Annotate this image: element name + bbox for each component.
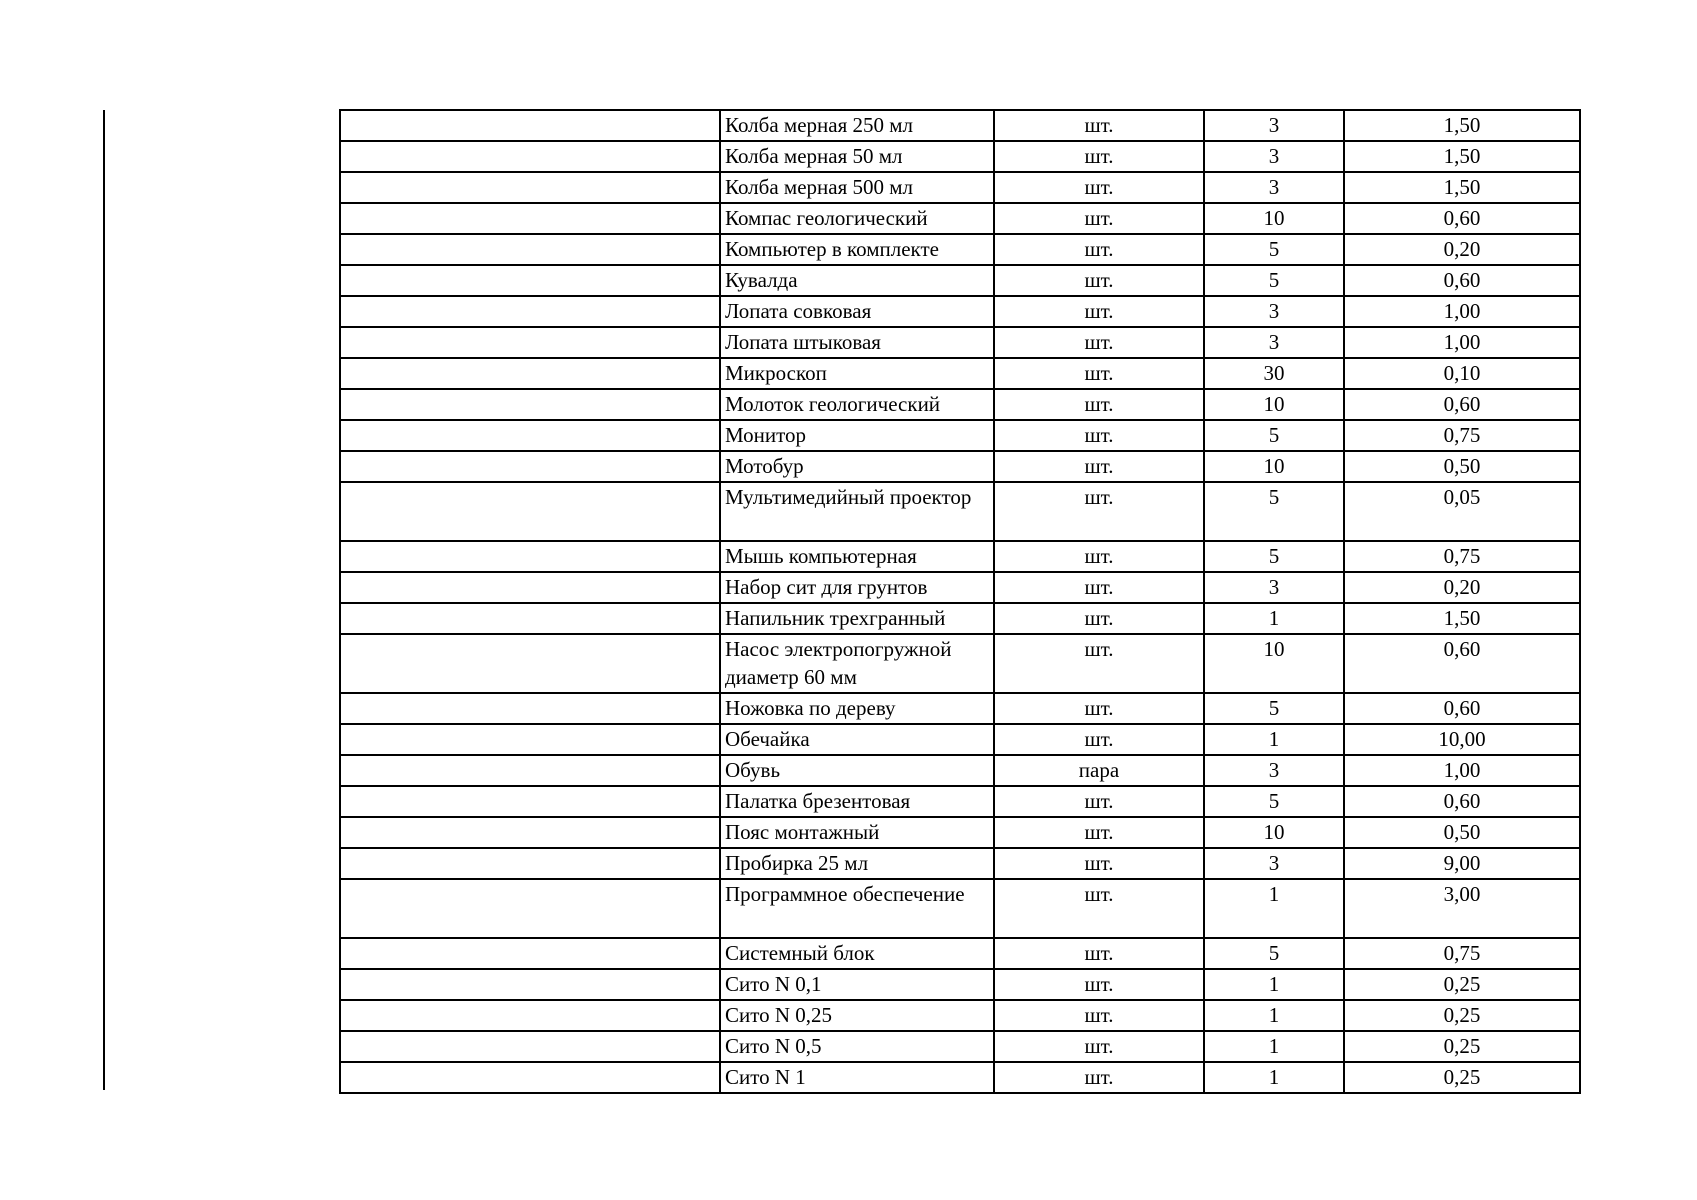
group-cell [340,755,720,786]
group-cell [340,603,720,634]
unit-cell: шт. [994,296,1204,327]
quantity-cell: 1 [1204,1000,1344,1031]
quantity-cell: 1 [1204,879,1344,938]
unit-cell: шт. [994,203,1204,234]
quantity-cell: 5 [1204,234,1344,265]
quantity-cell: 3 [1204,110,1344,141]
item-name-cell: Лопата штыковая [720,327,994,358]
table-row [340,296,1580,327]
unit-cell: шт. [994,234,1204,265]
item-name-cell: Колба мерная 250 мл [720,110,994,141]
table-row [340,327,1580,358]
unit-cell: шт. [994,848,1204,879]
table-row [340,358,1580,389]
group-cell [340,358,720,389]
table-row [340,572,1580,603]
service-life-cell: 0,75 [1344,420,1580,451]
item-name-cell: Обувь [720,755,994,786]
table-row [340,1031,1580,1062]
group-cell [340,634,720,693]
service-life-cell: 0,25 [1344,1062,1580,1093]
item-name-cell: Напильник трехгранный [720,603,994,634]
table-row [340,724,1580,755]
service-life-cell: 0,50 [1344,451,1580,482]
quantity-cell: 1 [1204,969,1344,1000]
unit-cell: шт. [994,172,1204,203]
unit-cell: шт. [994,1031,1204,1062]
table-row [340,755,1580,786]
quantity-cell: 1 [1204,603,1344,634]
unit-cell: шт. [994,1062,1204,1093]
item-name-cell: Пояс монтажный [720,817,994,848]
group-cell [340,482,720,541]
table-row [340,969,1580,1000]
service-life-cell: 0,20 [1344,572,1580,603]
service-life-cell: 1,00 [1344,296,1580,327]
service-life-cell: 1,00 [1344,327,1580,358]
service-life-cell: 10,00 [1344,724,1580,755]
group-cell [340,693,720,724]
item-name-cell: Насос электропогружной диаметр 60 мм [720,634,994,693]
service-life-cell: 1,00 [1344,755,1580,786]
table-row [340,938,1580,969]
item-name-cell: Компьютер в комплекте [720,234,994,265]
service-life-cell: 9,00 [1344,848,1580,879]
unit-cell: шт. [994,879,1204,938]
service-life-cell: 0,75 [1344,938,1580,969]
item-name-cell: Сито N 0,5 [720,1031,994,1062]
table-row [340,879,1580,938]
quantity-cell: 10 [1204,451,1344,482]
quantity-cell: 5 [1204,482,1344,541]
group-cell [340,296,720,327]
service-life-cell: 0,60 [1344,634,1580,693]
quantity-cell: 30 [1204,358,1344,389]
unit-cell: шт. [994,786,1204,817]
group-cell [340,327,720,358]
quantity-cell: 10 [1204,634,1344,693]
quantity-cell: 5 [1204,786,1344,817]
item-name-cell: Системный блок [720,938,994,969]
item-name-cell: Колба мерная 500 мл [720,172,994,203]
service-life-cell: 1,50 [1344,172,1580,203]
group-cell [340,389,720,420]
group-cell [340,541,720,572]
group-cell [340,848,720,879]
group-cell [340,879,720,938]
unit-cell: шт. [994,110,1204,141]
item-name-cell: Монитор [720,420,994,451]
table-row [340,1062,1580,1093]
service-life-cell: 0,60 [1344,786,1580,817]
item-name-cell: Программное обеспечение [720,879,994,938]
item-name-cell: Обечайка [720,724,994,755]
group-cell [340,786,720,817]
group-cell [340,1000,720,1031]
group-cell [340,1062,720,1093]
table-row [340,451,1580,482]
unit-cell: шт. [994,327,1204,358]
equipment-table-body [340,110,1580,1093]
quantity-cell: 5 [1204,693,1344,724]
unit-cell: шт. [994,541,1204,572]
item-name-cell: Мышь компьютерная [720,541,994,572]
unit-cell: шт. [994,572,1204,603]
table-row [340,541,1580,572]
unit-cell: шт. [994,969,1204,1000]
item-name-cell: Колба мерная 50 мл [720,141,994,172]
table-row [340,172,1580,203]
group-cell [340,969,720,1000]
quantity-cell: 5 [1204,938,1344,969]
item-name-cell: Ножовка по дереву [720,693,994,724]
item-name-cell: Молоток геологический [720,389,994,420]
item-name-cell: Палатка брезентовая [720,786,994,817]
unit-cell: шт. [994,724,1204,755]
group-cell [340,572,720,603]
service-life-cell: 0,10 [1344,358,1580,389]
service-life-cell: 0,25 [1344,1000,1580,1031]
service-life-cell: 0,20 [1344,234,1580,265]
group-cell [340,451,720,482]
table-row [340,603,1580,634]
unit-cell: шт. [994,693,1204,724]
group-cell [340,420,720,451]
item-name-cell: Сито N 0,1 [720,969,994,1000]
unit-cell: шт. [994,482,1204,541]
unit-cell: шт. [994,603,1204,634]
unit-cell: шт. [994,817,1204,848]
quantity-cell: 3 [1204,296,1344,327]
group-cell [340,1031,720,1062]
service-life-cell: 3,00 [1344,879,1580,938]
table-row [340,848,1580,879]
unit-cell: пара [994,755,1204,786]
quantity-cell: 10 [1204,817,1344,848]
table-row [340,817,1580,848]
unit-cell: шт. [994,358,1204,389]
item-name-cell: Компас геологический [720,203,994,234]
table-row [340,110,1580,141]
item-name-cell: Пробирка 25 мл [720,848,994,879]
group-cell [340,234,720,265]
quantity-cell: 3 [1204,848,1344,879]
service-life-cell: 1,50 [1344,603,1580,634]
quantity-cell: 3 [1204,327,1344,358]
table-row [340,141,1580,172]
quantity-cell: 5 [1204,541,1344,572]
quantity-cell: 3 [1204,755,1344,786]
table-row [340,420,1580,451]
quantity-cell: 3 [1204,172,1344,203]
table-row [340,265,1580,296]
unit-cell: шт. [994,1000,1204,1031]
quantity-cell: 10 [1204,389,1344,420]
item-name-cell: Мультимедийный проектор [720,482,994,541]
quantity-cell: 1 [1204,1031,1344,1062]
unit-cell: шт. [994,634,1204,693]
item-name-cell: Сито N 0,25 [720,1000,994,1031]
item-name-cell: Мотобур [720,451,994,482]
table-row [340,482,1580,541]
service-life-cell: 0,60 [1344,389,1580,420]
item-name-cell: Сито N 1 [720,1062,994,1093]
service-life-cell: 0,50 [1344,817,1580,848]
group-cell [340,203,720,234]
service-life-cell: 1,50 [1344,141,1580,172]
service-life-cell: 0,75 [1344,541,1580,572]
item-name-cell: Набор сит для грунтов [720,572,994,603]
item-name-cell: Кувалда [720,265,994,296]
group-cell [340,141,720,172]
service-life-cell: 0,60 [1344,203,1580,234]
quantity-cell: 5 [1204,265,1344,296]
service-life-cell: 0,25 [1344,969,1580,1000]
table-row [340,634,1580,693]
table-row [340,389,1580,420]
item-name-cell: Лопата совковая [720,296,994,327]
service-life-cell: 1,50 [1344,110,1580,141]
table-row [340,693,1580,724]
quantity-cell: 1 [1204,1062,1344,1093]
group-cell [340,938,720,969]
table-row [340,1000,1580,1031]
table-row [340,234,1580,265]
group-cell [340,265,720,296]
unit-cell: шт. [994,938,1204,969]
page-margin-rule [103,110,105,1090]
group-cell [340,724,720,755]
service-life-cell: 0,25 [1344,1031,1580,1062]
unit-cell: шт. [994,265,1204,296]
table-row [340,203,1580,234]
quantity-cell: 1 [1204,724,1344,755]
unit-cell: шт. [994,389,1204,420]
quantity-cell: 5 [1204,420,1344,451]
equipment-table [339,109,1581,1094]
group-cell [340,110,720,141]
item-name-cell: Микроскоп [720,358,994,389]
table-row [340,786,1580,817]
unit-cell: шт. [994,141,1204,172]
quantity-cell: 3 [1204,572,1344,603]
quantity-cell: 3 [1204,141,1344,172]
equipment-table-container [339,109,1581,1094]
service-life-cell: 0,60 [1344,693,1580,724]
group-cell [340,817,720,848]
service-life-cell: 0,60 [1344,265,1580,296]
quantity-cell: 10 [1204,203,1344,234]
unit-cell: шт. [994,420,1204,451]
service-life-cell: 0,05 [1344,482,1580,541]
unit-cell: шт. [994,451,1204,482]
group-cell [340,172,720,203]
